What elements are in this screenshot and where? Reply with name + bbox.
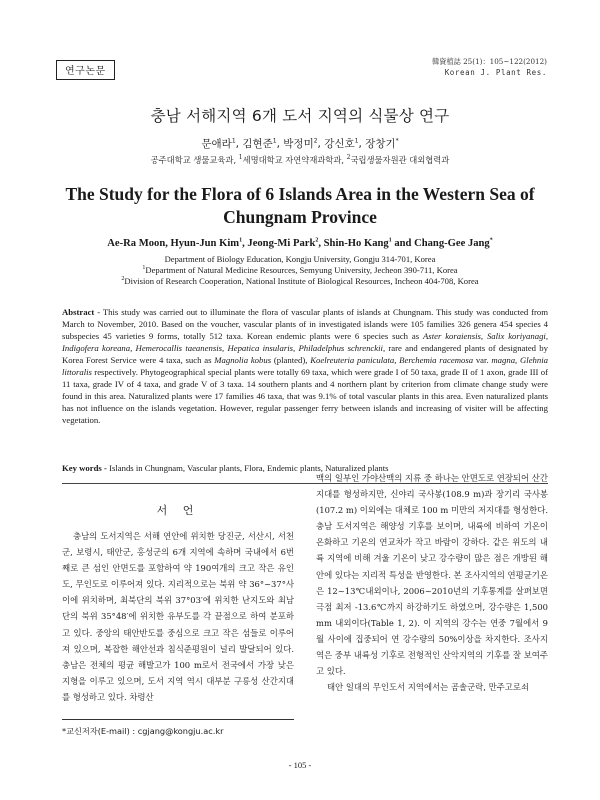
author-ko: 문애라 (201, 138, 232, 150)
english-affiliations (0, 254, 600, 288)
korean-affiliations (0, 154, 600, 166)
korean-title: 충남 서해지역 6개 도서 지역의 식물상 연구 (150, 107, 450, 125)
affil-en-text: Division of Research Cooperation, National Institute of Biological Resources, Incheon 404-708, Korea (124, 276, 479, 287)
journal-citation (397, 56, 547, 78)
affil-ko-c: 국립생물자원관 대외협력과 (350, 155, 450, 165)
abstract-species: Magnolia kobus (214, 355, 272, 365)
body-right-column (316, 470, 548, 695)
author-ko-sup: 1 (354, 137, 359, 145)
english-title: The Study for the Flora of 6 Islands Area in the Western Sea of Chungnam Province (65, 184, 535, 227)
affil-en-line (0, 276, 600, 287)
author-ko-sup: * (395, 137, 399, 145)
abstract-label: Abstract (62, 307, 95, 317)
body-left-column (62, 528, 294, 705)
author-ko-sup: 1 (272, 137, 277, 145)
abstract-text: respectively. Phytogeographical special plants were totally 69 taxa, which were grade I of 50 taxa, grade II of 1 axon, grade III of 11 taxa, grade IV of 4 taxa, and grade V of 3 taxa. 14 southern plants and 4 northern plant by criterion from climate change study were found in this area. Naturalized plants were 17 families 46 taxa, that was 9.1% of total vascular plants in this area. Even naturalized plants has not influence on the islands vegetation. However, regular passenger ferry between islands and increasing of visiter will be affecting vegetation. (62, 367, 548, 425)
journal-citation-ko: 韓資植誌 25(1)：105~122(2012) (432, 57, 547, 66)
author-ko: 장창기 (365, 138, 396, 150)
body-paragraph: 충남의 도서지역은 서해 연안에 위치한 당진군, 서산시, 서천군, 보령시, 태안군, 홍성군의 6개 지역에 속하며 국내에서 6번째로 큰 섬인 안면도를 포함하여 약 190여개의 크고 작은 유인도, 무인도로 이루어져 있다. 지리적으로는 북위 약 36°~37°사이에 위치하며, 최북단의 북위 37°03′에 위치한 난지도와 최남단의 북위 35°48′에 위치한 유부도를 각 끝점으로 하여 분포하고 있다. 중앙의 태안반도를 중심으로 크고 작은 섬들로 이루어져 있으며, 복잡한 해안선과 침식준평원이 널리 발달되어 있다. 충남은 전체의 평균 해발고가 100 m로서 전국에서 가장 낮은 지형을 이루고 있으며, 도서 지역 역시 대부분 구릉성 산간지대를 형성하고 있다. 차령산 (62, 531, 294, 702)
author-ko: 김현준 (242, 138, 273, 150)
author-en-sup: 2 (315, 237, 319, 244)
author-en-sup: 1 (239, 237, 243, 244)
author-ko: 강신호 (324, 138, 355, 150)
affil-en-sup: 2 (121, 276, 125, 283)
abstract-species: Aster koraiensis, Salix koriyanagi, Indigofera koreana, Hemerocallis taeanensis, Hepatica insularis, Philadelphus schrenckii (62, 331, 549, 353)
author-en: , Shin-Ho Kang (318, 238, 389, 249)
author-en: Ae-Ra Moon, Hyun-Jun Kim (107, 238, 240, 249)
page-number: - 105 - (288, 760, 312, 770)
body-paragraph: 맥의 일부인 가야산맥의 지류 중 하나는 안면도로 연장되어 산간지대를 형성하지만, 신야리 국사봉(108.9 m)과 장기리 국사봉(107.2 m) 이외에는 대체로 100 m 미만의 저지대를 형성한다. 충남 도서지역은 해양성 기후를 보이며, 내륙에 비하여 기온이 온화하고 기온의 연교차가 작고 바람이 강하다. 같은 위도의 내륙 지역에 비해 겨울 기온이 낮고 강수량이 많은 점은 개방된 해안에 있다는 지리적 특성을 반영한다. 본 조사지역의 연평균기온은 12~13℃내외이나, 2006~2010년의 기후통계를 살펴보면 극점 최저 -13.6℃까지 하강하기도 하였으며, 강수량은 1,500 mm 내외이다(Table 1, 2). 이 지역의 강수는 연중 7월에서 9월 사이에 집중되어 연 강수량의 50%이상을 차지한다. 조사지역은 중부 내륙성 기후로 전형적인 산악지역의 기후를 잘 보여주고 있다. (316, 473, 548, 677)
article-type-badge: 연구논문 (56, 60, 115, 80)
author-en: and Chang-Gee Jang (391, 238, 490, 249)
author-ko-sup: 1 (231, 137, 236, 145)
korean-authors: 문애라$^1$, 김현준$^1$, 박정미$^2$, 강신호$^1$, 장창기* (201, 137, 399, 150)
affil-en-text: Department of Natural Medicine Resources, Semyung University, Jecheon 390-711, Korea (145, 265, 458, 276)
affil-ko-b: 세명대학교 자연약재과학과, (242, 155, 345, 165)
keywords-label: Key words - (62, 463, 107, 473)
author-ko: 박정미 (283, 138, 314, 150)
section-heading: 서 언 (156, 504, 200, 517)
affil-en-sup: 1 (142, 265, 146, 272)
abstract-species: magna, Glehnia littoralis (62, 355, 548, 377)
affil-en-line (0, 265, 600, 276)
abstract-text: (planted), (271, 355, 311, 365)
english-authors (0, 238, 600, 249)
author-ko-sup: 2 (313, 137, 318, 145)
author-en: , Jeong-Mi Park (242, 238, 316, 249)
affil-ko-sup-b: 1 (238, 154, 243, 162)
corresponding-author-footnote: *교신저자(E-mail) : cgjang@kongju.ac.kr (62, 726, 224, 736)
affil-ko-a: 공주대학교 생물교육과, (150, 155, 237, 165)
abstract-text: , rare and endangered plants of designated by Korea Forest Service were 4 taxa, such as (62, 343, 548, 365)
keywords-text: Islands in Chungnam, Vascular plants, Flora, Endemic plants, Naturalized plants (106, 463, 389, 473)
abstract-species: Koelreuteria paniculata, Berchemia racemosa (310, 355, 474, 365)
affil-ko-sup-c: 2 (346, 154, 351, 162)
journal-citation-en: Korean J. Plant Res. (444, 68, 547, 77)
footnote-divider (62, 719, 294, 720)
affil-en-line: Department of Biology Education, Kongju University, Gongju 314-701, Korea (164, 254, 436, 264)
author-en-sup: * (489, 237, 493, 244)
abstract (62, 306, 548, 426)
body-paragraph: 태안 일대의 무인도서 지역에서는 곰솔군락, 만주고로쇠 (327, 682, 530, 693)
abstract-text: - This study was carried out to illuminate the flora of vascular plants of islands at Chungnam. This study was conducted from March to November, 2010. Based on the voucher, vascular plants of in investigated islands were 105 families 326 genera 454 species 4 subspecies 45 varieties 9 forms, totally 512 taxa. Korean endemic plants were 6 species such as (62, 307, 548, 341)
abstract-text: var. (473, 355, 492, 365)
author-en-sup: 1 (388, 237, 392, 244)
